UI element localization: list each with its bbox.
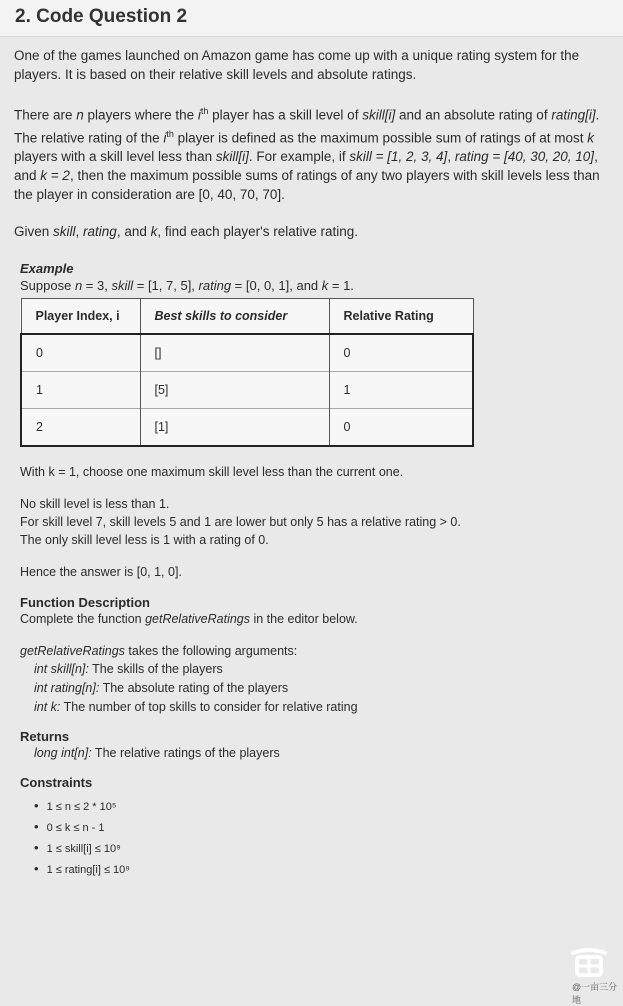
column-header-relative-rating: Relative Rating bbox=[329, 299, 473, 335]
table-cell: 0 bbox=[329, 334, 473, 372]
argument-item: int skill[n]: The skills of the players bbox=[34, 662, 223, 676]
explain-line-3: The only skill level less is 1 with a rating of 0. bbox=[20, 533, 269, 547]
table-cell: [] bbox=[140, 334, 329, 372]
task-statement: Given skill, rating, and k, find each player's relative rating. bbox=[14, 224, 359, 239]
table-cell: 1 bbox=[21, 372, 140, 409]
watermark-text: @一亩三分地 bbox=[572, 982, 618, 1005]
definition-paragraph: There are n players where the $i^{th}$ player has a skill level of skill[i] and an absolute rating of rating[i]. The relative rating of the $i^{th}$ player is defined as the maximum possible sum of ratings of at most k players with a skill level less than skill[i]. For example, if skill = [1, 2, 3, 4], rating = [40, 30, 20, 10], and k = 2, then the maximum possible sums of ratings of any two players with skill levels less than the player in consideration are [0, 40, 70, 70]. bbox=[14, 106, 600, 202]
column-header-best-skills: Best skills to consider bbox=[140, 299, 329, 335]
table-row bbox=[21, 334, 473, 372]
problem-content bbox=[14, 46, 609, 880]
table-cell: 2 bbox=[21, 409, 140, 447]
question-title: 2. Code Question 2 bbox=[15, 6, 188, 27]
intro-paragraph: One of the games launched on Amazon game has come up with a unique rating system for the players. It is based on their relative skill levels and absolute ratings. bbox=[14, 48, 580, 82]
table-row bbox=[21, 409, 473, 447]
function-description-heading: Function Description bbox=[20, 595, 150, 610]
returns-heading: Returns bbox=[20, 729, 70, 744]
column-header-player-index: Player Index, i bbox=[21, 299, 140, 335]
example-heading: Example bbox=[20, 261, 74, 276]
example-table bbox=[20, 298, 474, 447]
argument-item: int rating[n]: The absolute rating of the players bbox=[34, 681, 289, 695]
table-cell: 1 bbox=[329, 372, 473, 409]
constraint-item: • 1 ≤ skill[i] ≤ 10⁹ bbox=[34, 838, 609, 859]
returns-text: long int[n]: The relative ratings of the players bbox=[34, 746, 280, 760]
argument-list bbox=[20, 660, 609, 717]
explain-line-1: No skill level is less than 1. bbox=[20, 497, 170, 511]
function-description-text: Complete the function getRelativeRatings in the editor below. bbox=[20, 612, 358, 626]
example-suppose: Suppose n = 3, skill = [1, 7, 5], rating = [0, 0, 1], and k = 1. bbox=[20, 278, 354, 293]
example-answer: Hence the answer is [0, 1, 0]. bbox=[20, 565, 182, 579]
table-row bbox=[21, 372, 473, 409]
constraints-list bbox=[20, 796, 609, 880]
title-bar bbox=[0, 0, 623, 37]
arguments-intro: getRelativeRatings takes the following arguments: bbox=[20, 644, 298, 658]
constraint-item: • 0 ≤ k ≤ n - 1 bbox=[34, 817, 609, 838]
explain-line-2: For skill level 7, skill levels 5 and 1 are lower but only 5 has a relative rating > 0. bbox=[20, 515, 461, 529]
constraint-item: • 1 ≤ n ≤ 2 * 10⁵ bbox=[34, 796, 609, 817]
constraints-heading: Constraints bbox=[20, 775, 93, 790]
example-with-k: With k = 1, choose one maximum skill level less than the current one. bbox=[20, 465, 404, 479]
table-cell: [5] bbox=[140, 372, 329, 409]
table-cell: 0 bbox=[329, 409, 473, 447]
constraint-item: • 1 ≤ rating[i] ≤ 10⁹ bbox=[34, 859, 609, 880]
argument-item: int k: The number of top skills to consider for relative rating bbox=[34, 700, 358, 714]
table-cell: 0 bbox=[21, 334, 140, 372]
watermark-logo-icon bbox=[567, 945, 611, 981]
table-cell: [1] bbox=[140, 409, 329, 447]
